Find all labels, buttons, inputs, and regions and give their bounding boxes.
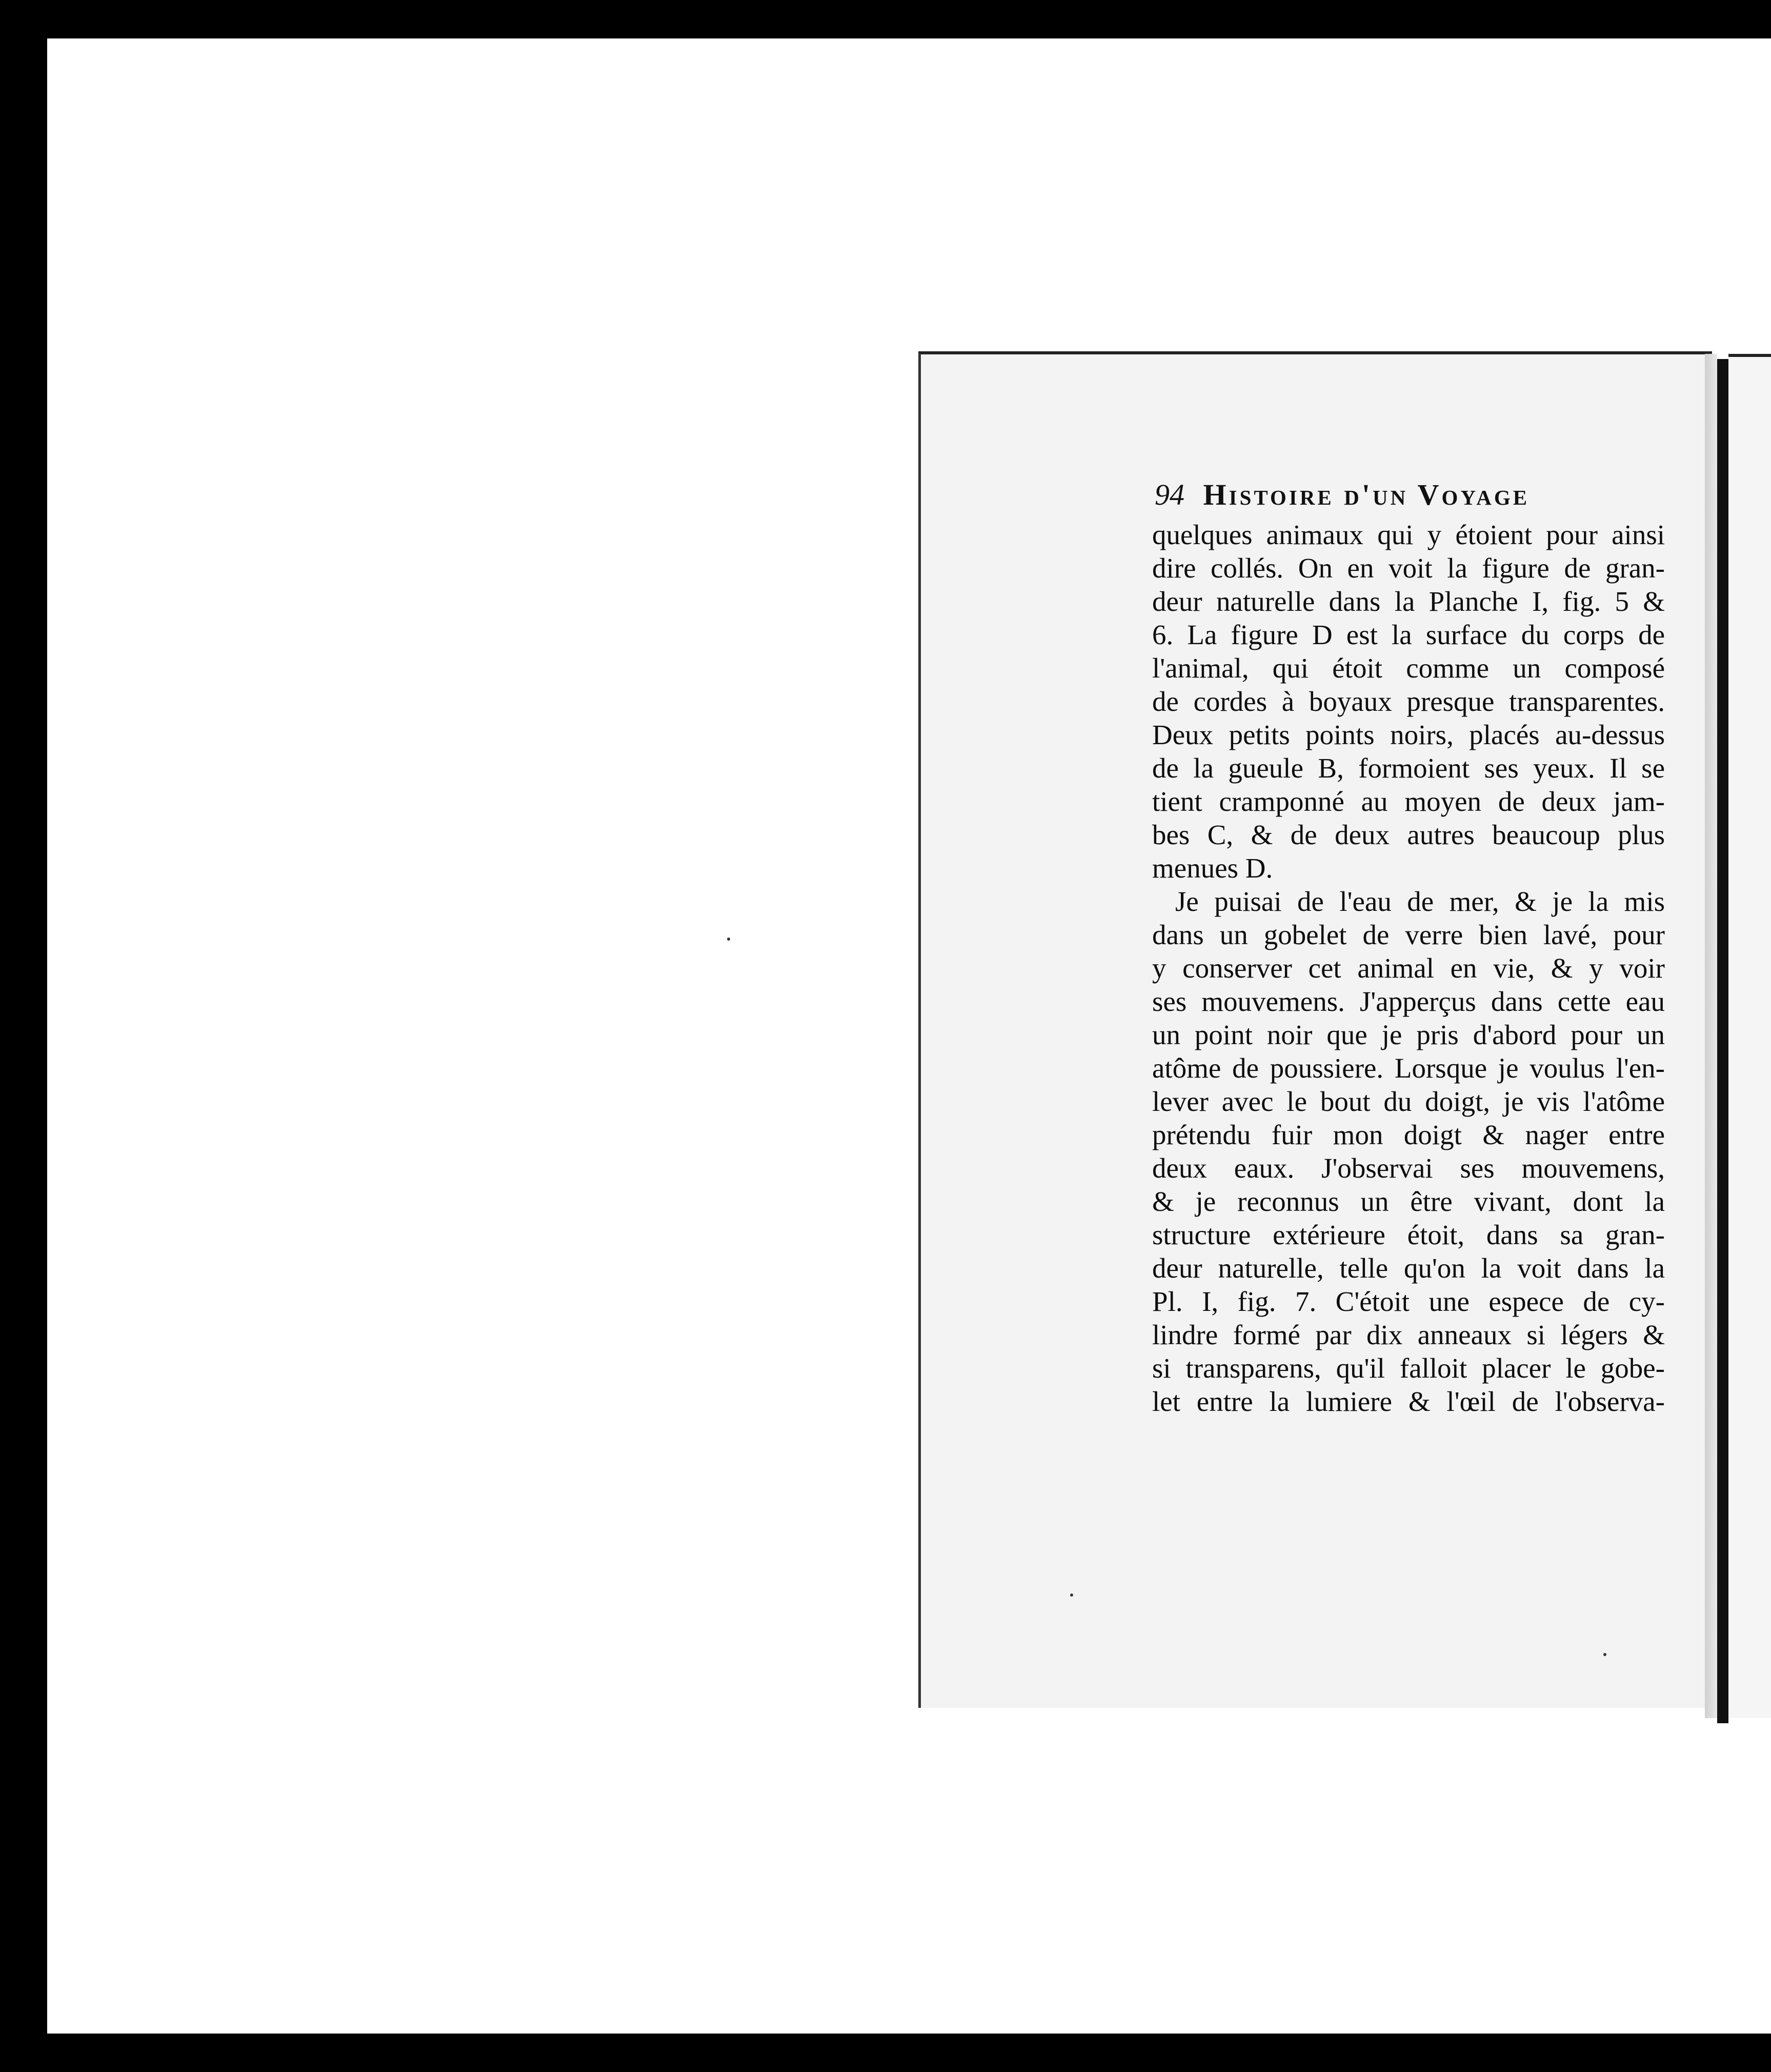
text-line: quelques animaux qui y étoient pour ainsi bbox=[1152, 519, 1665, 550]
text-line: let entre la lumiere & l'œil de l'observa- bbox=[1152, 1386, 1665, 1417]
scan-bottom-border bbox=[0, 2034, 1771, 2072]
text-line: Pl. I, fig. 7. C'étoit une espece de cy- bbox=[1152, 1286, 1665, 1317]
text-line: ses mouvemens. J'apperçus dans cette eau bbox=[1152, 986, 1665, 1017]
text-line: si transparens, qu'il falloit placer le gobe- bbox=[1152, 1352, 1665, 1384]
text-line: lever avec le bout du doigt, je vis l'atôme bbox=[1152, 1086, 1665, 1117]
text-line: lindre formé par dix anneaux si légers & bbox=[1152, 1319, 1665, 1350]
page-edge-shadow bbox=[1705, 354, 1717, 1718]
text-line: Deux petits points noirs, placés au-dessus bbox=[1152, 719, 1665, 750]
running-title: Histoire d'un Voyage bbox=[1203, 478, 1530, 511]
text-line: menues D. bbox=[1152, 852, 1273, 884]
paragraph-start-line: Je puisai de l'eau de mer, & je la mis bbox=[1175, 886, 1665, 917]
text-line: prétendu fuir mon doigt & nager entre bbox=[1152, 1119, 1665, 1150]
text-line: deur naturelle dans la Planche I, fig. 5 & bbox=[1152, 586, 1665, 617]
text-line: deur naturelle, telle qu'on la voit dans la bbox=[1152, 1252, 1665, 1284]
text-line: structure extérieure étoit, dans sa gran- bbox=[1152, 1219, 1665, 1250]
text-line: bes C, & de deux autres beaucoup plus bbox=[1152, 819, 1665, 850]
text-line: atôme de poussiere. Lorsque je voulus l'en- bbox=[1152, 1052, 1665, 1084]
scan-speck bbox=[1070, 1593, 1073, 1597]
text-line: de cordes à boyaux presque transparentes. bbox=[1152, 686, 1665, 717]
text-line: tient cramponné au moyen de deux jam- bbox=[1152, 786, 1665, 817]
running-head bbox=[1155, 477, 1616, 513]
text-line: dans un gobelet de verre bien lavé, pour bbox=[1152, 919, 1665, 950]
body-text bbox=[1152, 518, 1665, 1418]
scan-speck bbox=[1603, 1653, 1606, 1656]
text-line: & je reconnus un être vivant, dont la bbox=[1152, 1186, 1665, 1217]
text-line: de la gueule B, formoient ses yeux. Il se bbox=[1152, 752, 1665, 784]
page-number: 94 bbox=[1155, 478, 1184, 511]
text-line: y conserver cet animal en vie, & y voir bbox=[1152, 952, 1665, 984]
book-gutter bbox=[1717, 359, 1728, 1723]
text-line: l'animal, qui étoit comme un composé bbox=[1152, 652, 1665, 684]
text-line: un point noir que je pris d'abord pour un bbox=[1152, 1019, 1665, 1050]
adjacent-page-edge bbox=[1728, 354, 1771, 1718]
text-line: dire collés. On en voit la figure de gran- bbox=[1152, 552, 1665, 584]
text-line: deux eaux. J'observai ses mouvemens, bbox=[1152, 1152, 1665, 1184]
text-line: 6. La figure D est la surface du corps de bbox=[1152, 619, 1665, 650]
scan-speck bbox=[727, 938, 730, 941]
